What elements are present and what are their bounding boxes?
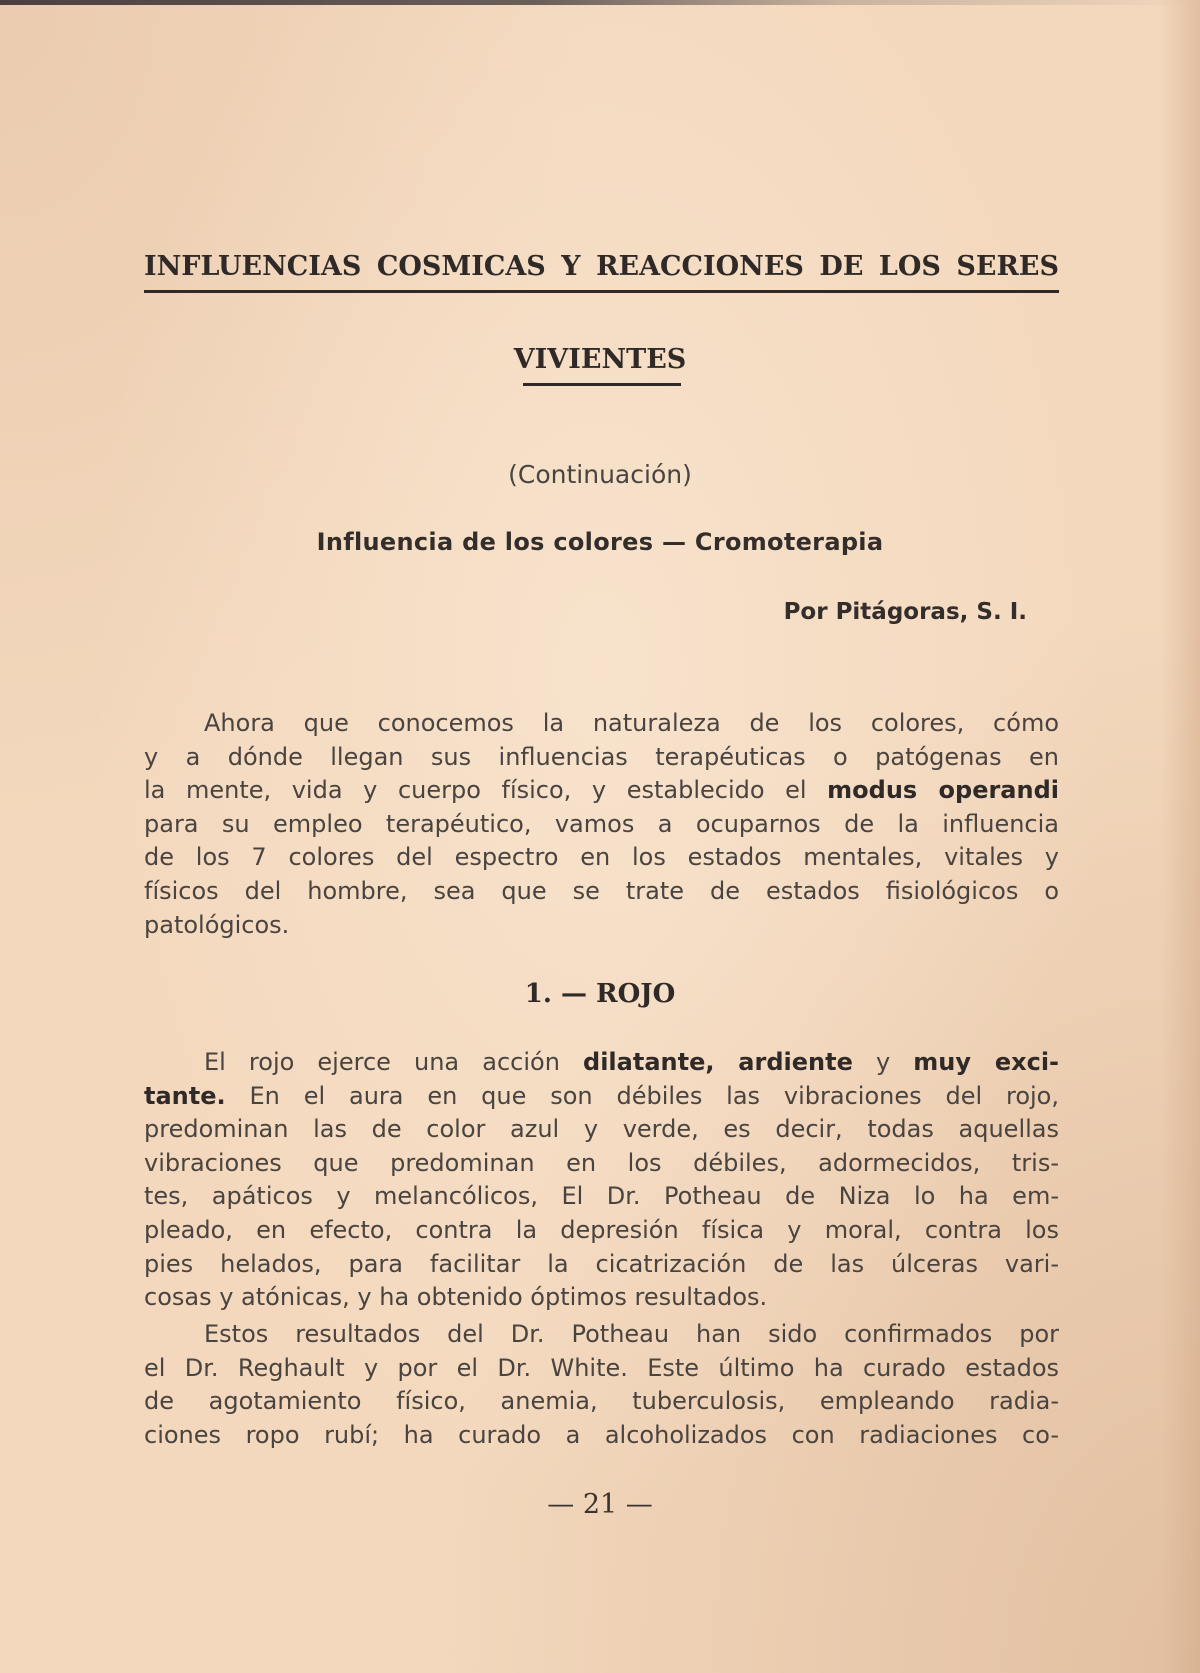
- paragraph-line: ciones ropo rubí; ha curado a alcoholizados con radiaciones co-: [144, 1420, 1059, 1449]
- article-title-line-2: VIVIENTES: [513, 344, 687, 375]
- paragraph-line: de agotamiento físico, anemia, tuberculosis, empleando radia-: [144, 1387, 1059, 1416]
- continuation-note: (Continuación): [508, 460, 692, 489]
- rojo-paragraph: [144, 1046, 1059, 1315]
- paragraph-line: Ahora que conocemos la naturaleza de los colores, cómo: [204, 709, 1059, 737]
- paragraph-line: de los 7 colores del espectro en los estados mentales, vitales y: [144, 843, 1059, 872]
- paragraph-line: [144, 774, 1059, 808]
- paragraph-line: físicos del hombre, sea que se trate de estados fisiológicos o: [144, 876, 1059, 905]
- title-word: DE: [819, 251, 864, 282]
- author-byline: Por Pitágoras, S. I.: [783, 599, 1027, 625]
- bold-term-tante: tante.: [144, 1081, 226, 1110]
- article-title-line-1: [144, 250, 1059, 284]
- line-text: En el aura en que son débiles las vibraciones del rojo,: [225, 1081, 1059, 1110]
- paragraph-line: pies helados, para facilitar la cicatrización de las úlceras vari-: [144, 1249, 1059, 1278]
- paragraph-line: [144, 1080, 1059, 1114]
- results-paragraph: [144, 1318, 1059, 1452]
- line-text: y: [852, 1048, 914, 1076]
- title-word: INFLUENCIAS: [144, 251, 362, 282]
- title-underline-2: [523, 383, 681, 386]
- paragraph-line: para su empleo terapéutico, vamos a ocuparnos de la influencia: [144, 809, 1059, 838]
- bold-term-modus-operandi: modus operandi: [827, 776, 1059, 805]
- title-word: COSMICAS: [376, 251, 546, 282]
- title-word: SERES: [956, 251, 1059, 282]
- paragraph-line: tes, apáticos y melancólicos, El Dr. Potheau de Niza lo ha em-: [144, 1182, 1059, 1211]
- intro-paragraph: [144, 707, 1059, 942]
- paragraph-line: el Dr. Reghault y por el Dr. White. Este último ha curado estados: [144, 1353, 1059, 1382]
- page-top-edge: [0, 0, 1200, 5]
- bold-term-dilatante: dilatante, ardiente: [583, 1048, 853, 1076]
- bold-term-excitante: muy exci-: [913, 1048, 1060, 1076]
- page-number: — 21 —: [547, 1489, 653, 1520]
- paragraph-line: y a dónde llegan sus influencias terapéuticas o patógenas en: [144, 742, 1059, 771]
- paragraph-line: predominan las de color azul y verde, es decir, todas aquellas: [144, 1115, 1059, 1144]
- title-underline-1: [144, 290, 1059, 293]
- paragraph-line: [144, 1046, 1059, 1080]
- line-text: la mente, vida y cuerpo físico, y establecido el: [144, 776, 828, 805]
- paragraph-line: pleado, en efecto, contra la depresión física y moral, contra los: [144, 1215, 1059, 1244]
- section-heading-rojo: 1. — ROJO: [524, 979, 676, 1009]
- page-right-shadow: [1160, 0, 1200, 1673]
- title-word: REACCIONES: [596, 251, 804, 282]
- title-word: Y: [561, 251, 581, 282]
- paragraph-line: Estos resultados del Dr. Potheau han sido confirmados por: [204, 1320, 1059, 1348]
- title-word: LOS: [878, 251, 941, 282]
- paragraph-line: patológicos.: [144, 910, 290, 939]
- paragraph-line: cosas y atónicas, y ha obtenido óptimos resultados.: [144, 1283, 768, 1312]
- line-text: El rojo ejerce una acción: [204, 1048, 584, 1076]
- paragraph-line: vibraciones que predominan en los débiles, adormecidos, tris-: [144, 1148, 1059, 1177]
- article-subtitle: Influencia de los colores — Cromoterapia: [316, 528, 884, 556]
